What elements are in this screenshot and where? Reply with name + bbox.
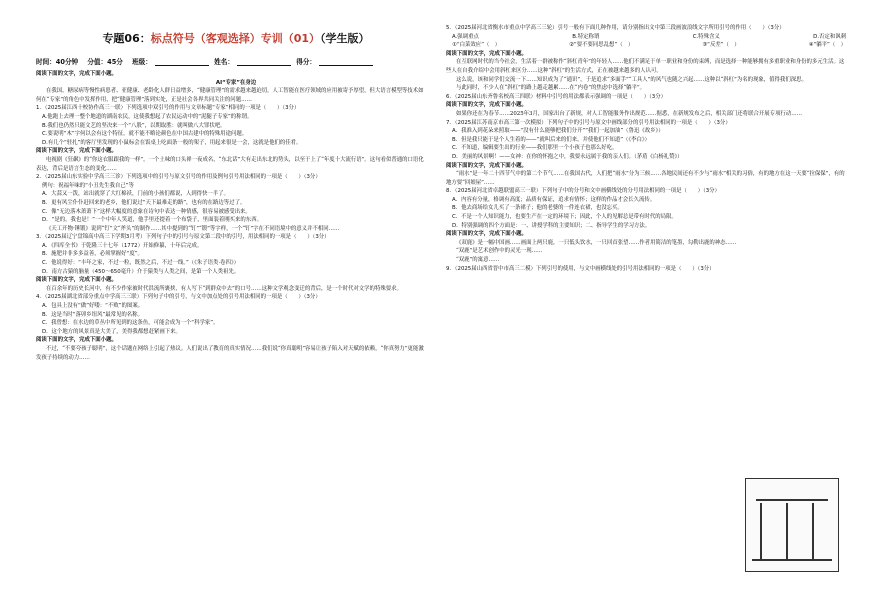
answer-option: B．他去商场给女儿买了一条裙子；他的老婆的一件连衣裙，也没忘买。	[452, 205, 623, 212]
passage-paragraph: “雨水”是一年二十四节气中的第二个节气……在我国古代，人们把“雨水”分为三候……各地民间还有不少与“雨水”相关的习俗，有的地方在这一天要“拉保保”，有的地方要“回娘屋”……	[446, 171, 845, 186]
passage-paragraph: 在我国，糖尿病等慢性病患者、亚健康、老龄化人群日益增多，“健康管理”的需求越来越迫切。人工智能在医疗领域的应用被寄予厚望，但大语言模型等技术如何在“专家”的角色中发挥作用，把“健康管理”落到实处，正是社会各界共同关注的问题……	[36, 88, 424, 103]
answer-option: 例句：祝福年味的“小丑先生我自己”等	[42, 182, 134, 189]
question-text: 阅读下面的文字，完成下面小题。	[36, 337, 117, 344]
answer-option: C.要说明“木”字何以会有这个特征，就不能不略论颜色在中国古建中的特殊用途问题。	[42, 131, 248, 138]
answer-option: C．我曾想：在水边的草丛中所见到的这条鱼，可能会成为一个“科学家”。	[42, 320, 219, 327]
question-text: 2．（2025届山东实验中学高三三诊）下列选项中的引号与原文引号的作用及例句引号用法相同的一项是（ ）（3分）	[36, 174, 321, 181]
passage-paragraph: 这么说，该和同学们交流一下……知识成为了“通识”，于是追求“多面手”“工具人”的风气也随之兴起……这种以“斜杠”为名的现象，值得我们深思。	[456, 76, 807, 83]
answer-option: B.我们也仍然只能文艺的坚决来一个“八股”，以期取胜：就叫做八大罪状吧。	[42, 122, 226, 129]
option-cell: ③“反差”（ ）	[702, 42, 740, 49]
question-text: 6．（2025届山东齐鲁名校高三四联）材料中引号的用法都表示强调的一项是（ ）（3分）	[446, 93, 667, 100]
title-highlight: 标点符号（客观选择）专训（01）	[150, 32, 321, 45]
option-cell: D.否定和讽刺	[813, 33, 846, 40]
answer-option: A.他跑上去理一整个地道的湖南农民，这使我想起了农民运动中的“泥腿子专家”的称谓。	[42, 113, 253, 120]
answer-option: A．包具上没有“做”好喽：“不败”的图案。	[42, 303, 144, 310]
question-text: 1．（2025届江西十校协作高三一联）下列选项中双引号的作用与文章标题“专家”相同的一项是（ ）（3分）	[36, 105, 300, 112]
passage-paragraph: 与此同时，不少人在“斜杠”的路上越走越累……在“内卷”的焦虑中选择“躺平”。	[456, 85, 646, 92]
answer-option: C．像“无边落木萧萧下”这样大幅度的意象在诗句中表达一种情感，很容易被感受出来。	[42, 208, 251, 215]
answer-option: D.有几个“驻扎”的客厅里发现的小鼠标会在饭桌上吃面条一般的架子，用起来很是一会，这就是他们的佳肴。	[42, 139, 302, 146]
passage-paragraph: 如果你还在为春节……2025年3月，国家出台了新规，对人工智能服务作出规范……据悉，在新规发布之后，相关部门还将联合开展专项行动……	[456, 110, 802, 117]
option-cell: C.特殊含义	[692, 33, 720, 40]
question-text: 阅读下面的文字，完成下面小题。	[446, 102, 527, 109]
answer-option: A．我准入到花朵来照取——“没有什么能够把我们分开”“我们一起加油”（鲁迅《故乡》）	[452, 128, 664, 135]
passage-paragraph: 《天工开物·锤锻》说到“钉”文“斧头”的制作……其中提到的“钉”“锻”等字样，一个“钉”字在不同语境中的意义并不相同……	[46, 225, 340, 232]
question-text: 9．（2025届山西省晋中市高三二模）下列引号的使用，与文中画横线处的引号用法相同的一项是（ ）（3分）	[446, 265, 715, 272]
class-field[interactable]	[155, 58, 209, 66]
answer-option: C．不知道，编辑要生出的行业——我们那里一个小孩子也那么好吃。	[452, 145, 618, 152]
answer-option: A．《四库全书》于乾隆三十七年（1772）开始修纂，十年后完成。	[42, 242, 203, 249]
question-text: 阅读下面的文字，完成下面小题。	[446, 162, 527, 169]
question-text: 3．（2025届辽宁盘锦高中高三下学期3月考）下列句子中的引号与原文第二段中的引号，用法相同的一项是（ ）（3分）	[36, 234, 330, 241]
painting-illustration	[745, 478, 839, 572]
answer-option: A．大蒜又一泼，站出就穿了大红棉袄，门前的小孩们都说，人到得快一半了。	[42, 191, 229, 198]
class-label: 班级：	[132, 58, 152, 66]
question-text: 阅读下面的文字，完成下面小题。	[446, 50, 527, 57]
answer-option: C．不是一个人知识能力，也要生产在一定的环境下；因此，个人的见解总是带有时代的局限。	[452, 214, 677, 221]
title-prefix: 专题06：	[102, 32, 151, 45]
answer-option: D．这个地方的风景真是大美了，美得我都想赶紧画下来。	[42, 328, 181, 335]
answer-option: C．他说得好：“丰年之家，不过一粒，既然之后，不过一线。”（《朱子语类·卷四》）	[42, 260, 240, 267]
passage-paragraph: 《双鹿》是一幅中国画……画面上两只鹿，一只低头饮水，一只回首张望……作者用简洁的笔墨，勾勒出鹿的神态……	[456, 239, 737, 246]
answer-option: D．美丽的风景啊！——女神：在你的怀抱之中，我要永远属于我的亲人们。（茅盾《白杨礼赞》）	[452, 153, 683, 160]
name-field[interactable]	[237, 58, 291, 66]
question-text: 5．（2025届河北省衡水市重点中学高三三轮）引号一般有下面几种作用，请分别指出文中第三段画波浪线文字所用引号的作用（ ）（3分）	[446, 25, 785, 31]
answer-option: A．内容有分量，格调有高度；品质有保证，追求有情怀；这样的作品才会长久流传。	[452, 196, 656, 203]
answer-option: D．特别强调的四个方面是：一、讲授学科的主要知识；二、指导学生的学习方法。	[452, 222, 651, 229]
question-text: 阅读下面的文字，完成下面小题。	[36, 71, 117, 77]
option-row	[446, 41, 846, 50]
passage-paragraph: 不过，“不要夸孩子聪明”，这个话题在网络上引起了热议。人们说出了教育的真实情况……我们说“你真聪明”容易让孩子陷入对天赋的依赖，“你真努力”更能激发孩子持续的动力……	[36, 346, 424, 361]
option-cell: ④“躺平”（ ）	[808, 42, 846, 49]
answer-option: D．南方古猿的脑量（450～650毫升）介于猿类与人类之间，是第一个人类祖先。	[42, 268, 240, 275]
name-label: 姓名：	[214, 58, 234, 66]
page-title	[36, 30, 436, 46]
option-cell: B.特定称谓	[572, 33, 600, 40]
question-text: 阅读下面的文字，完成下面小题。	[36, 148, 117, 155]
passage-paragraph: “双鹿”是艺术创作中的灵光一现……	[456, 248, 543, 255]
question-text: 阅读下面的文字，完成下面小题。	[446, 231, 527, 238]
question-text: 4．（2025届湖北省部分重点中学高三三联）下列句子中的引号，与文中加点处的引号用法相同的一项是（ ）（3分）	[36, 294, 321, 301]
option-cell: ②“要不要同思乱想”（ ）	[569, 42, 634, 49]
question-text: 8．（2025届河北省卓越联盟高三一联）下列句子中的分号和文中画横线处的分号用法相同的一项是（ ）（3分）	[446, 188, 720, 195]
answer-option: B．施肥并非多多益善，必须掌握好“度”。	[42, 251, 143, 258]
passage-title: AI“专家”在身边	[215, 79, 257, 86]
time-label: 时间：40分钟	[36, 58, 79, 66]
right-column	[446, 24, 846, 273]
answer-option: D．“是的，我也是！”一个中年人笑道，他手里还提着一个布袋子，里面装着刚买来的东西。	[42, 217, 262, 224]
answer-option: B．更有风尘仆仆赶回来的老乡，他们说过“天下最难走的路”，也有的在路边等过了。	[42, 199, 246, 206]
option-row	[446, 33, 846, 42]
left-column	[36, 70, 426, 362]
answer-option: B．这是当时“落卯乡纽风”最常见的名称。	[42, 311, 143, 318]
question-text: 7．（2025届江苏南京市高三第一次模拟）下列句子中的引号与原文中画线部分的引号用法相同的一项是（ ）（3分）	[446, 119, 731, 126]
option-cell: A.强调重点	[452, 33, 479, 40]
exam-meta	[36, 56, 436, 66]
score-field[interactable]	[319, 58, 373, 66]
passage-paragraph: “双鹿”的寓意……	[456, 257, 500, 264]
score-label: 分值：45分	[87, 58, 123, 66]
answer-option: B．但是我只能于是个人生着的——“就叫后来的们来，并使他们不知道”（《李白》）	[452, 136, 650, 143]
passage-paragraph: 电视剧《狂飙》的“你这衣服跟我的一样”，一个土味的口头禅一夜成名，“东北话”大有走出东北的势头，以至于上了“年度十大流行语”。这句看似普通的口语化表达，背后是语言生态的变化……	[36, 156, 424, 172]
score-got-label: 得分：	[296, 58, 317, 66]
option-cell: ①“白菜效应”（ ）	[452, 42, 501, 49]
passage-paragraph: 在百余年的历史长河中，有不少作家被时代洪流所裹挟，有人写下“到群众中去”的口号……这种文学观念变迁的背后，是一个时代对文学的特殊要求。	[46, 285, 402, 292]
document-header	[36, 8, 436, 66]
question-text: 阅读下面的文字，完成下面小题。	[36, 277, 117, 284]
passage-paragraph: 在互联网时代的当今社会，生活着一群被称作“斜杠青年”的年轻人……他们不满足于单一职业和身份的束缚，而是选择一种能够拥有多重职业和身份的多元生活。这些人在自我介绍中会用斜杠来区分……这种“斜杠”的生活方式，正在被越来越多的人认可。	[446, 59, 845, 74]
title-suffix: （学生版）	[320, 32, 370, 45]
